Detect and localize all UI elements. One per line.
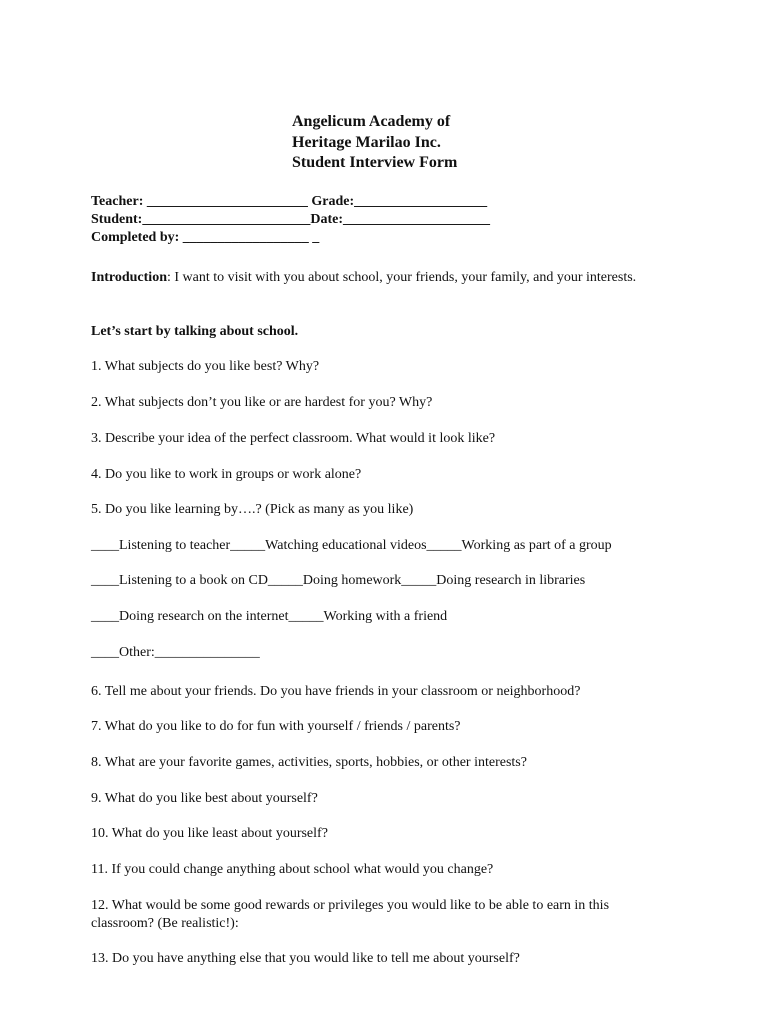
question-3: 3. Describe your idea of the perfect classroom. What would it look like? (91, 431, 496, 446)
option-row-2: ____Listening to a book on CD_____Doing homework_____Doing research in libraries (91, 573, 586, 588)
header-fields (91, 193, 490, 247)
question-6: 6. Tell me about your friends. Do you have friends in your classroom or neighborhood? (91, 684, 581, 699)
option-row-3: ____Doing research on the internet_____Working with a friend (91, 609, 448, 624)
question-12: 12. What would be some good rewards or privileges you would like to be able to earn in this classroom? (Be realistic!): (91, 898, 610, 931)
teacher-grade-field: Teacher: _______________________ Grade:___________________ (91, 194, 488, 209)
question-11: 11. If you could change anything about school what would you change? (91, 862, 494, 877)
question-2: 2. What subjects don’t you like or are hardest for you? Why? (91, 395, 433, 410)
title-line-2: Heritage Marilao Inc. (292, 133, 441, 151)
title-line-1: Angelicum Academy of (292, 113, 451, 130)
question-5: 5. Do you like learning by….? (Pick as many as you like) (91, 502, 414, 517)
title-line-3: Student Interview Form (292, 154, 458, 171)
introduction-text: : I want to visit with you about school, your friends, your family, and your interests. (166, 270, 637, 285)
option-row-4: ____Other:_______________ (91, 645, 260, 660)
introduction (91, 269, 671, 287)
introduction-label: Introduction (91, 270, 167, 285)
question-9: 9. What do you like best about yourself? (91, 791, 318, 806)
question-8: 8. What are your favorite games, activities, sports, hobbies, or other interests? (91, 755, 527, 770)
question-13: 13. Do you have anything else that you would like to tell me about yourself? (91, 951, 520, 966)
question-7: 7. What do you like to do for fun with yourself / friends / parents? (91, 719, 461, 734)
completed-by-field: Completed by: __________________ _ (91, 230, 320, 245)
question-1: 1. What subjects do you like best? Why? (91, 359, 320, 374)
student-date-field: Student:________________________Date:_____________________ (91, 212, 490, 227)
question-4: 4. Do you like to work in groups or work alone? (91, 467, 362, 482)
form-title (292, 112, 457, 174)
question-10: 10. What do you like least about yourself? (91, 826, 328, 841)
option-row-1: ____Listening to teacher_____Watching educational videos_____Working as part of a group (91, 538, 612, 553)
section-school-heading: Let’s start by talking about school. (91, 324, 299, 339)
